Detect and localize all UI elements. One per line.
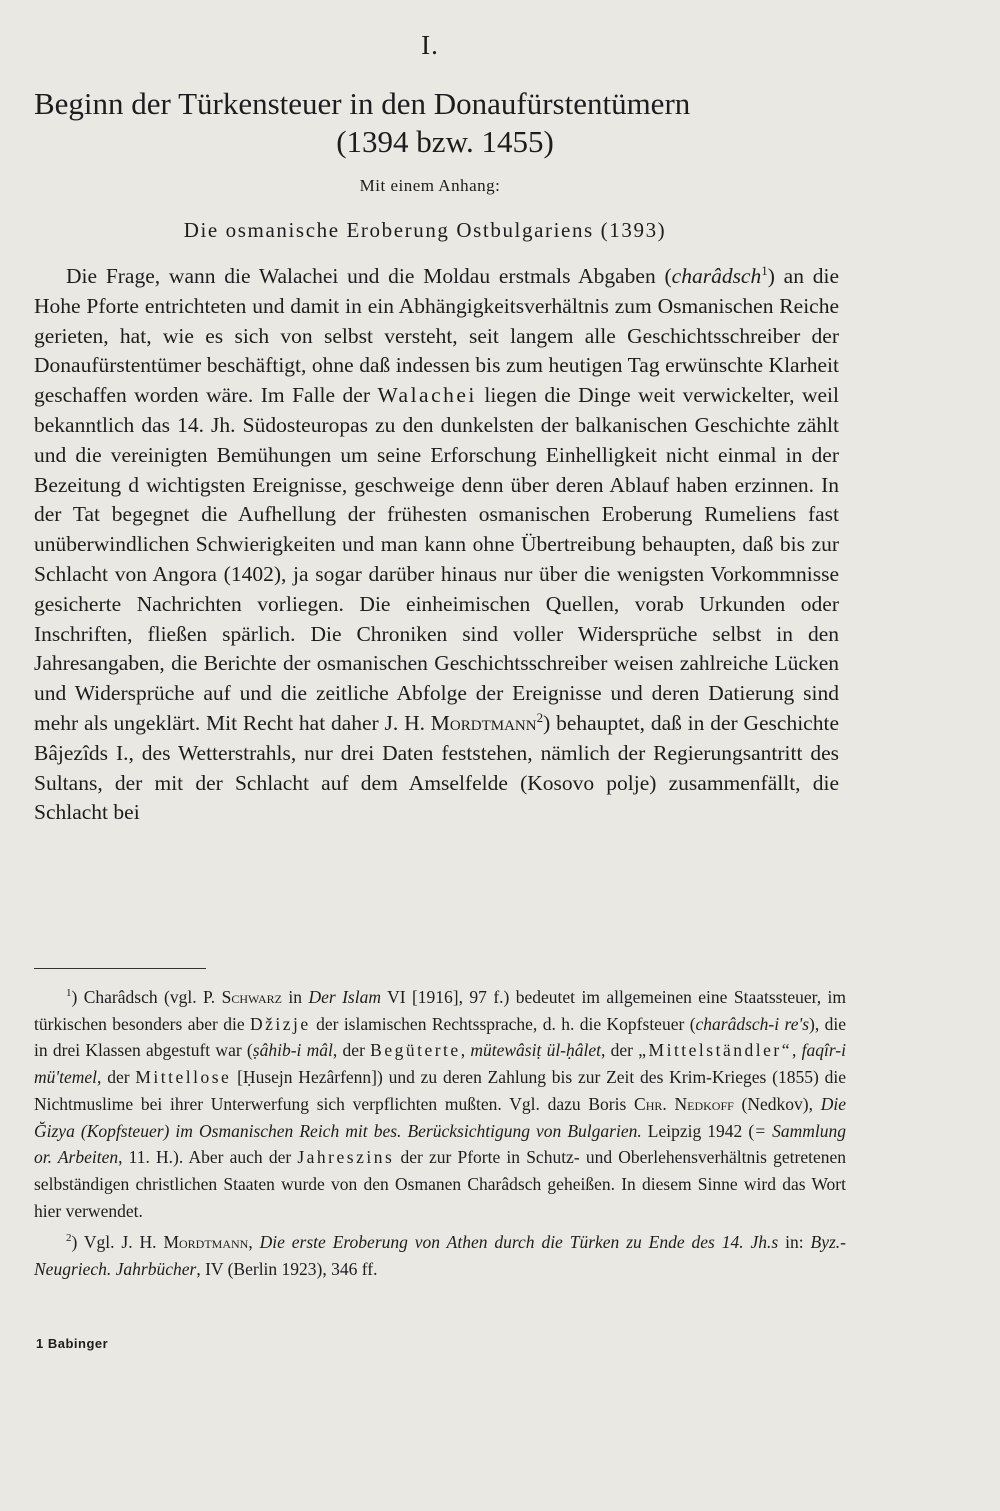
text-run: Leipzig 1942 ( — [641, 1120, 755, 1141]
italic-term: ṣâhib-i mâl — [252, 1040, 333, 1061]
series-title: = Sammlung or. Arbeiten — [34, 1120, 846, 1168]
text-run: der zur Pforte in Schutz- und Oberlehensverhältnis getretenen selbständigen christlichen Staaten wurde von den Osmanen Charâdsch geheißen. In diesem Sinne wird das Wort hier verwendet. — [34, 1147, 846, 1221]
text-run: , der — [332, 1040, 371, 1061]
text-run: (Nedkov), — [733, 1093, 821, 1114]
text-run: , — [460, 1040, 471, 1061]
footnote-mark: 2 — [66, 1232, 72, 1245]
spaced-term: Džizje — [250, 1013, 311, 1034]
text-run: ) Vgl. J. H. — [71, 1232, 164, 1253]
text-run: , — [248, 1232, 260, 1253]
journal-title: Byz.-Neugriech. Jahrbücher — [34, 1232, 846, 1280]
text-run: in: — [778, 1232, 811, 1253]
text-run: Die Frage, wann die Walachei und die Moldau erstmals Abgaben ( — [66, 264, 672, 288]
text-run: , 11. H.). Aber auch der — [118, 1147, 298, 1168]
text-run: nnen. In der Tat begegnet die Aufhellung der frühesten osmanischen Eroberung Rumeliens fast unüberwindlichen Schwierigkeiten und man kann ohne Übertreibung behaupten, daß bis zur Schlacht von Angora (1402), ja sogar darüber hinaus nur über die wenigsten Vorkommnisse gesicherte Nachrichten vorliegen. Die einheimischen Quellen, vorab Urkunden oder Inschriften, fließen spärlich. Die Chroniken sind voller Widersprüche selbst in den Jahresangaben, die Berichte der osmanischen Geschichtsschreiber weisen zahlreiche Lücken und Widersprüche auf und die zeitliche Abfolge der Ereignisse und deren Datierung sind mehr als ungeklärt. Mit Recht hat daher J. H. — [34, 472, 840, 735]
footnote-ref-1[interactable]: 1 — [761, 263, 768, 278]
footnote-2 — [34, 1229, 846, 1282]
chapter-title-line-2: (1394 bzw. 1455) — [336, 124, 554, 159]
text-run: liegen die Dinge weit verwickelter, weil bekanntlich das 14. Jh. Südosteuropas zu den dunkelsten der balkanischen Geschichte zählt und die vereinigten Bemühungen um seine Erforschung Einhelligkeit nicht einmal in der Bezeitung d — [34, 383, 840, 497]
text-run: , der — [97, 1067, 136, 1088]
journal-title: Der Islam — [308, 987, 381, 1007]
author-mordtmann: Mordtmann — [430, 710, 537, 735]
footnote-1 — [34, 984, 846, 1224]
footnote-mark: 1 — [66, 987, 72, 999]
text-run: ) an die Hohe Pforte entrichteten und damit in ein Abhängigkeitsverhältnis zum Osmanischen Reiche gerieten, hat, wie es sich von selbst versteht, seit langem alle Geschichtsschreiber der Donaufürstentümer beschäftigt, ohne daß indessen bis zum heutigen Tag erwünschte Klarheit geschaffen worden wäre. Im Falle der — [34, 264, 840, 408]
text-run: , IV (Berlin 1923), 346 ff. — [196, 1259, 378, 1280]
article-title: Die erste Eroberung von Athen durch die Türken zu Ende des 14. Jh.s — [259, 1232, 779, 1253]
chapter-title-line-1: Beginn der Türkensteuer in den Donaufürstentümern — [34, 86, 691, 121]
spaced-term: Jahreszins — [297, 1147, 395, 1168]
book-title: Die Ğizya (Kopfsteuer) im Osmanischen Reich mit bes. Berücksichtigung von Bulgarien. — [34, 1093, 847, 1141]
chapter-number: I. — [421, 30, 439, 60]
body-paragraph — [34, 262, 839, 828]
text-run: ), die in drei Klassen abgestuft war ( — [34, 1013, 847, 1061]
text-run: [Ḥusejn Hezârfenn]) und zu deren Zahlung bis zur Zeit des Krim-Krieges (1855) die Nichtmuslime bei ihrer Unterwerfung sich verpflichten mußten. Vgl. dazu Boris — [34, 1067, 846, 1114]
author-nedkoff: Chr. Nedkoff — [634, 1093, 734, 1114]
printer-signature: 1 Babinger — [36, 1336, 109, 1351]
spaced-term: Begüterte — [370, 1040, 461, 1061]
text-run: wichtigsten Ereignisse, geschweige denn über deren Ablauf haben erzi — [139, 472, 767, 497]
text-run: , der — [601, 1040, 639, 1061]
text-run: VI [1916], 97 f.) bedeutet im allgemeinen eine Staatssteuer, im türkischen besonders aber die — [34, 987, 846, 1034]
footnote-divider — [34, 968, 206, 969]
italic-term: faqîr-i mü'temel — [34, 1040, 846, 1088]
author-schwarz: Schwarz — [221, 987, 282, 1007]
spaced-term: „Mittelständler“ — [638, 1040, 792, 1061]
appendix-title: Die osmanische Eroberung Ostbulgariens (1393) — [183, 218, 667, 242]
subtitle: Mit einem Anhang: — [359, 176, 501, 195]
footnote-ref-2[interactable]: 2 — [536, 709, 544, 725]
author-mordtmann: Mordtmann — [163, 1232, 249, 1253]
text-run: der islamischen Rechtssprache, d. h. die Kopfsteuer ( — [310, 1013, 696, 1034]
spaced-term: Mittellose — [135, 1067, 232, 1088]
term-charadsch: charâdsch — [671, 264, 762, 288]
text-run: ) behauptet, daß in der Geschichte Bâjezîds I., des Wetterstrahls, nur drei Daten feststehen, nämlich der Regierungsantritt des Sultans, der mit der Schlacht auf dem Amselfelde (Kosovo polje) zusammenfällt, die Schlacht bei — [34, 710, 839, 825]
body-text — [34, 262, 839, 828]
text-run: ) Charâdsch (vgl. P. — [71, 987, 222, 1007]
italic-term: charâdsch-i re's — [695, 1013, 810, 1034]
italic-term: mütewâsiṭ ül-ḥâlet — [470, 1040, 601, 1061]
text-run: , — [791, 1040, 802, 1061]
text-run: in — [282, 987, 309, 1007]
spaced-term-walachei: Walachei — [377, 383, 477, 408]
footnotes — [34, 984, 846, 1283]
